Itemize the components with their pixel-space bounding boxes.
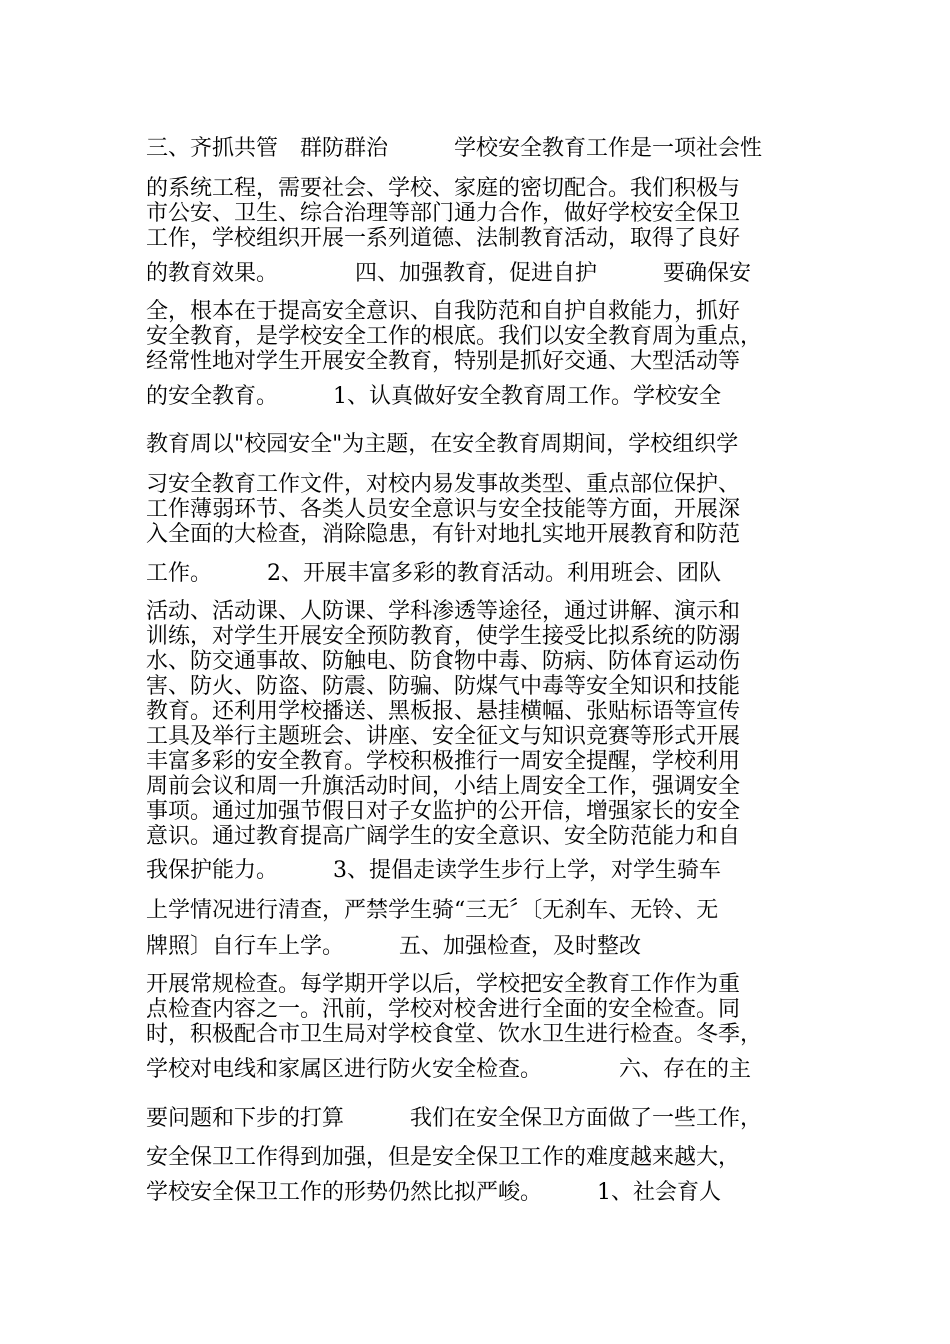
text-line: 开展常规检查。每学期开学以后，学校把安全教育工作作为重: [146, 972, 741, 997]
text-line: 工具及举行主题班会、讲座、安全征文与知识竞赛等形式开展: [146, 724, 741, 749]
text-line: 我保护能力。 3、提倡走读学生步行上学，对学生骑车: [146, 858, 721, 883]
text-line: 的系统工程，需要社会、学校、家庭的密切配合。我们积极与: [146, 176, 741, 201]
text-line: 工作，学校组织开展一系列道德、法制教育活动，取得了良好: [146, 226, 741, 251]
text-line: 的安全教育。 1、认真做好安全教育周工作。学校安全: [146, 384, 721, 409]
text-line: 学校对电线和家属区进行防火安全检查。 六、存在的主: [146, 1057, 752, 1082]
text-line: 上学情况进行清查，严禁学生骑“三无〞〔无刹车、无铃、无: [146, 898, 719, 923]
text-line: 点检查内容之一。汛前，学校对校舍进行全面的安全检查。同: [146, 997, 741, 1022]
text-line: 害、防火、防盗、防震、防骗、防煤气中毒等安全知识和技能: [146, 674, 741, 699]
text-line: 水、防交通事故、防触电、防食物中毒、防病、防体育运动伤: [146, 649, 741, 674]
text-line: 要问题和下步的打算 我们在安全保卫方面做了一些工作，: [146, 1106, 763, 1131]
text-line: 事项。通过加强节假日对子女监护的公开信，增强家长的安全: [146, 799, 741, 824]
text-line: 的教育效果。 四、加强教育，促进自护 要确保安: [146, 261, 752, 286]
text-line: 经常性地对学生开展安全教育，特别是抓好交通、大型活动等: [146, 349, 741, 374]
text-line: 学校安全保卫工作的形势仍然比拟严峻。 1、社会育人: [146, 1180, 721, 1205]
text-line: 教育周以"校园安全"为主题，在安全教育周期间，学校组织学: [146, 432, 739, 457]
text-line: 时，积极配合市卫生局对学校食堂、饮水卫生进行检查。冬季，: [146, 1022, 763, 1047]
text-line: 周前会议和周一升旗活动时间，小结上周安全工作，强调安全: [146, 774, 741, 799]
text-line: 三、齐抓共管 群防群治 学校安全教育工作是一项社会性: [146, 136, 763, 161]
text-line: 意识。通过教育提高广阔学生的安全意识、安全防范能力和自: [146, 824, 741, 849]
text-line: 全，根本在于提高安全意识、自我防范和自护自救能力，抓好: [146, 299, 741, 324]
text-line: 安全教育，是学校安全工作的根底。我们以安全教育周为重点，: [146, 324, 763, 349]
text-line: 丰富多彩的安全教育。学校积极推行一周安全提醒，学校利用: [146, 749, 741, 774]
text-line: 训练，对学生开展安全预防教育，使学生接受比拟系统的防溺: [146, 624, 741, 649]
text-line: 活动、活动课、人防课、学科渗透等途径，通过讲解、演示和: [146, 599, 741, 624]
text-line: 习安全教育工作文件，对校内易发事故类型、重点部位保护、: [146, 472, 741, 497]
text-line: 工作薄弱环节、各类人员安全意识与安全技能等方面，开展深: [146, 497, 741, 522]
text-line: 市公安、卫生、综合治理等部门通力合作，做好学校安全保卫: [146, 201, 741, 226]
text-line: 入全面的大检查，消除隐患，有针对地扎实地开展教育和防范: [146, 522, 741, 547]
text-line: 牌照〕自行车上学。 五、加强检查，及时整改: [146, 934, 642, 959]
text-line: 教育。还利用学校播送、黑板报、悬挂横幅、张贴标语等宣传: [146, 699, 741, 724]
text-line: 安全保卫工作得到加强，但是安全保卫工作的难度越来越大，: [146, 1145, 741, 1170]
text-line: 工作。 2、开展丰富多彩的教育活动。利用班会、团队: [146, 561, 721, 586]
